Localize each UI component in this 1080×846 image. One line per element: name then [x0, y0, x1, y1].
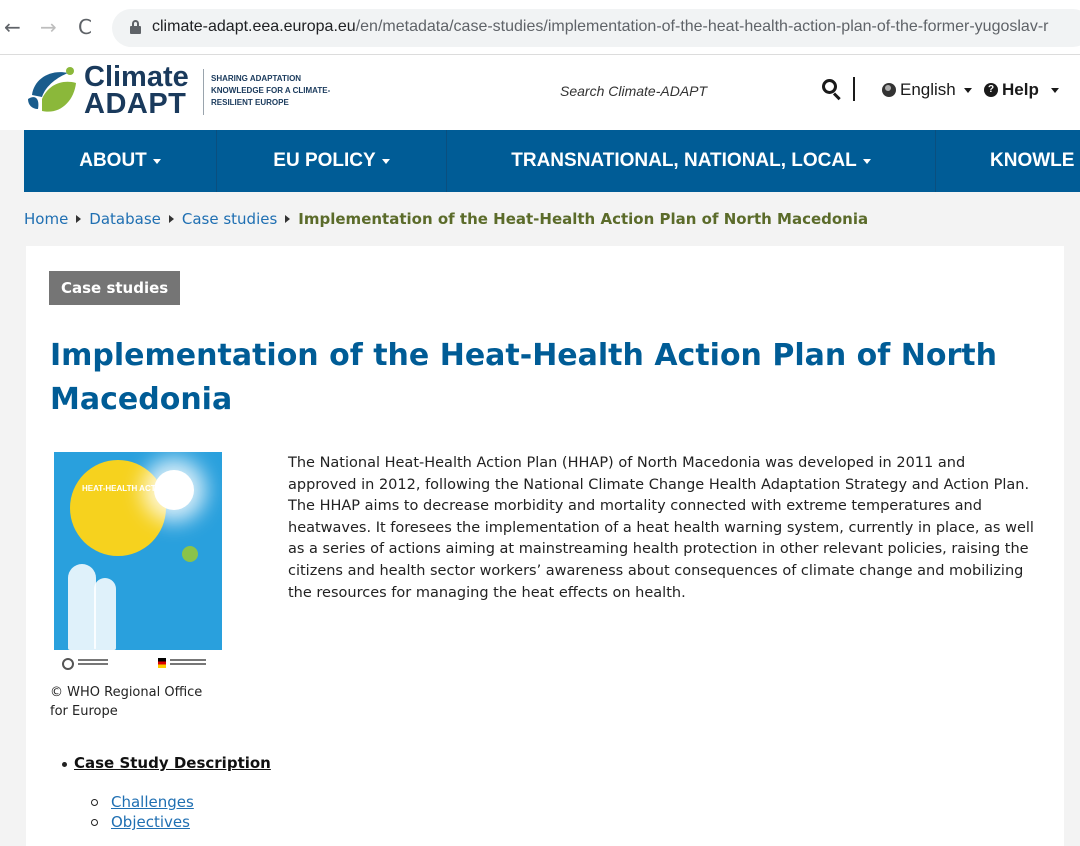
- case-study-summary: The National Heat-Health Action Plan (HHAP) of North Macedonia was developed in 2011 and approved in 2012, following the National Climate Change Health Adaptation Strategy and Action Plan. The HHAP aims to decrease morbidity and mortality connected with extreme temperatures and heatwaves. It foresees the implementation of a heat health warning system, currently in place, as well as a series of actions aiming at mainstreaming health protection in other relevant policies, raising the citizens and health sector workers’ awareness about consequences of climate change and mobilizing the resources for managing the heat effects on health.: [288, 455, 1034, 601]
- help-menu[interactable]: [984, 80, 1059, 100]
- table-of-contents: [62, 754, 271, 832]
- help-icon: ?: [984, 83, 998, 97]
- chevron-down-icon: [382, 159, 390, 164]
- breadcrumb-database[interactable]: Database: [89, 210, 161, 228]
- back-arrow-icon[interactable]: ←: [4, 15, 21, 39]
- reload-icon[interactable]: C: [78, 15, 92, 39]
- who-logo-icon: [62, 658, 74, 670]
- search-input[interactable]: Search Climate-ADAPT: [560, 83, 708, 99]
- language-selector[interactable]: [882, 80, 972, 100]
- nav-item-transnational[interactable]: TRANSNATIONAL, NATIONAL, LOCAL: [447, 130, 936, 192]
- breadcrumb-home[interactable]: Home: [24, 210, 69, 228]
- breadcrumb-separator-icon: [169, 215, 174, 223]
- search-icon[interactable]: [822, 79, 842, 99]
- address-bar[interactable]: [112, 9, 1080, 47]
- chevron-down-icon: [1051, 88, 1059, 93]
- help-label: Help: [1002, 80, 1039, 99]
- toc-item: [62, 754, 271, 772]
- cover-title: HEAT-HEALTH ACTION PLAN: [82, 484, 194, 493]
- logo-divider: [203, 69, 204, 115]
- main-navigation: [24, 130, 1080, 192]
- germany-flag-icon: [158, 658, 166, 668]
- chevron-down-icon: [863, 159, 871, 164]
- cover-image[interactable]: [54, 452, 222, 674]
- nav-item-about[interactable]: ABOUT: [24, 130, 217, 192]
- toc-link-challenges[interactable]: Challenges: [111, 793, 194, 811]
- breadcrumb-case-studies[interactable]: Case studies: [181, 210, 278, 228]
- browser-toolbar: [0, 0, 1080, 55]
- nav-item-eu-policy[interactable]: EU POLICY: [217, 130, 447, 192]
- site-header: [0, 55, 1080, 130]
- breadcrumb: [24, 210, 868, 228]
- logo-tagline: SHARING ADAPTATION KNOWLEDGE FOR A CLIMATE-RESILIENT EUROPE: [211, 74, 331, 107]
- cover-partner-logos: [62, 656, 214, 670]
- content-card: [26, 246, 1064, 846]
- language-label: English: [900, 80, 956, 99]
- header-separator: [853, 77, 855, 101]
- toc-link-objectives[interactable]: Objectives: [111, 813, 190, 831]
- nav-item-knowledge[interactable]: KNOWLE: [990, 150, 1075, 171]
- toc-link-case-study-description[interactable]: Case Study Description: [74, 754, 271, 772]
- breadcrumb-separator-icon: [76, 215, 81, 223]
- toc-sublist: [86, 792, 271, 832]
- content-type-badge: Case studies: [49, 271, 180, 305]
- image-caption: © WHO Regional Office for Europe: [50, 685, 203, 719]
- chevron-down-icon: [153, 159, 161, 164]
- toc-subitem: [86, 792, 271, 812]
- logo-text-adapt[interactable]: ADAPT: [84, 88, 187, 120]
- chevron-down-icon: [964, 88, 972, 93]
- lock-icon[interactable]: [130, 20, 141, 34]
- toc-subitem: [86, 812, 271, 832]
- globe-icon: [882, 83, 896, 97]
- url-text[interactable]: climate-adapt.eea.europa.eu/en/metadata/case-studies/implementation-of-the-heat-health-action-plan-of-the-former-yugoslav-r: [152, 18, 1049, 35]
- breadcrumb-separator-icon: [285, 215, 290, 223]
- breadcrumb-current: Implementation of the Heat-Health Action Plan of North Macedonia: [298, 210, 869, 228]
- page-title: Implementation of the Heat-Health Action Plan of North Macedonia: [50, 338, 997, 417]
- forward-arrow-icon[interactable]: →: [40, 15, 57, 39]
- climate-adapt-logo-icon[interactable]: [24, 65, 78, 119]
- logo-text-climate[interactable]: Climate: [84, 61, 189, 93]
